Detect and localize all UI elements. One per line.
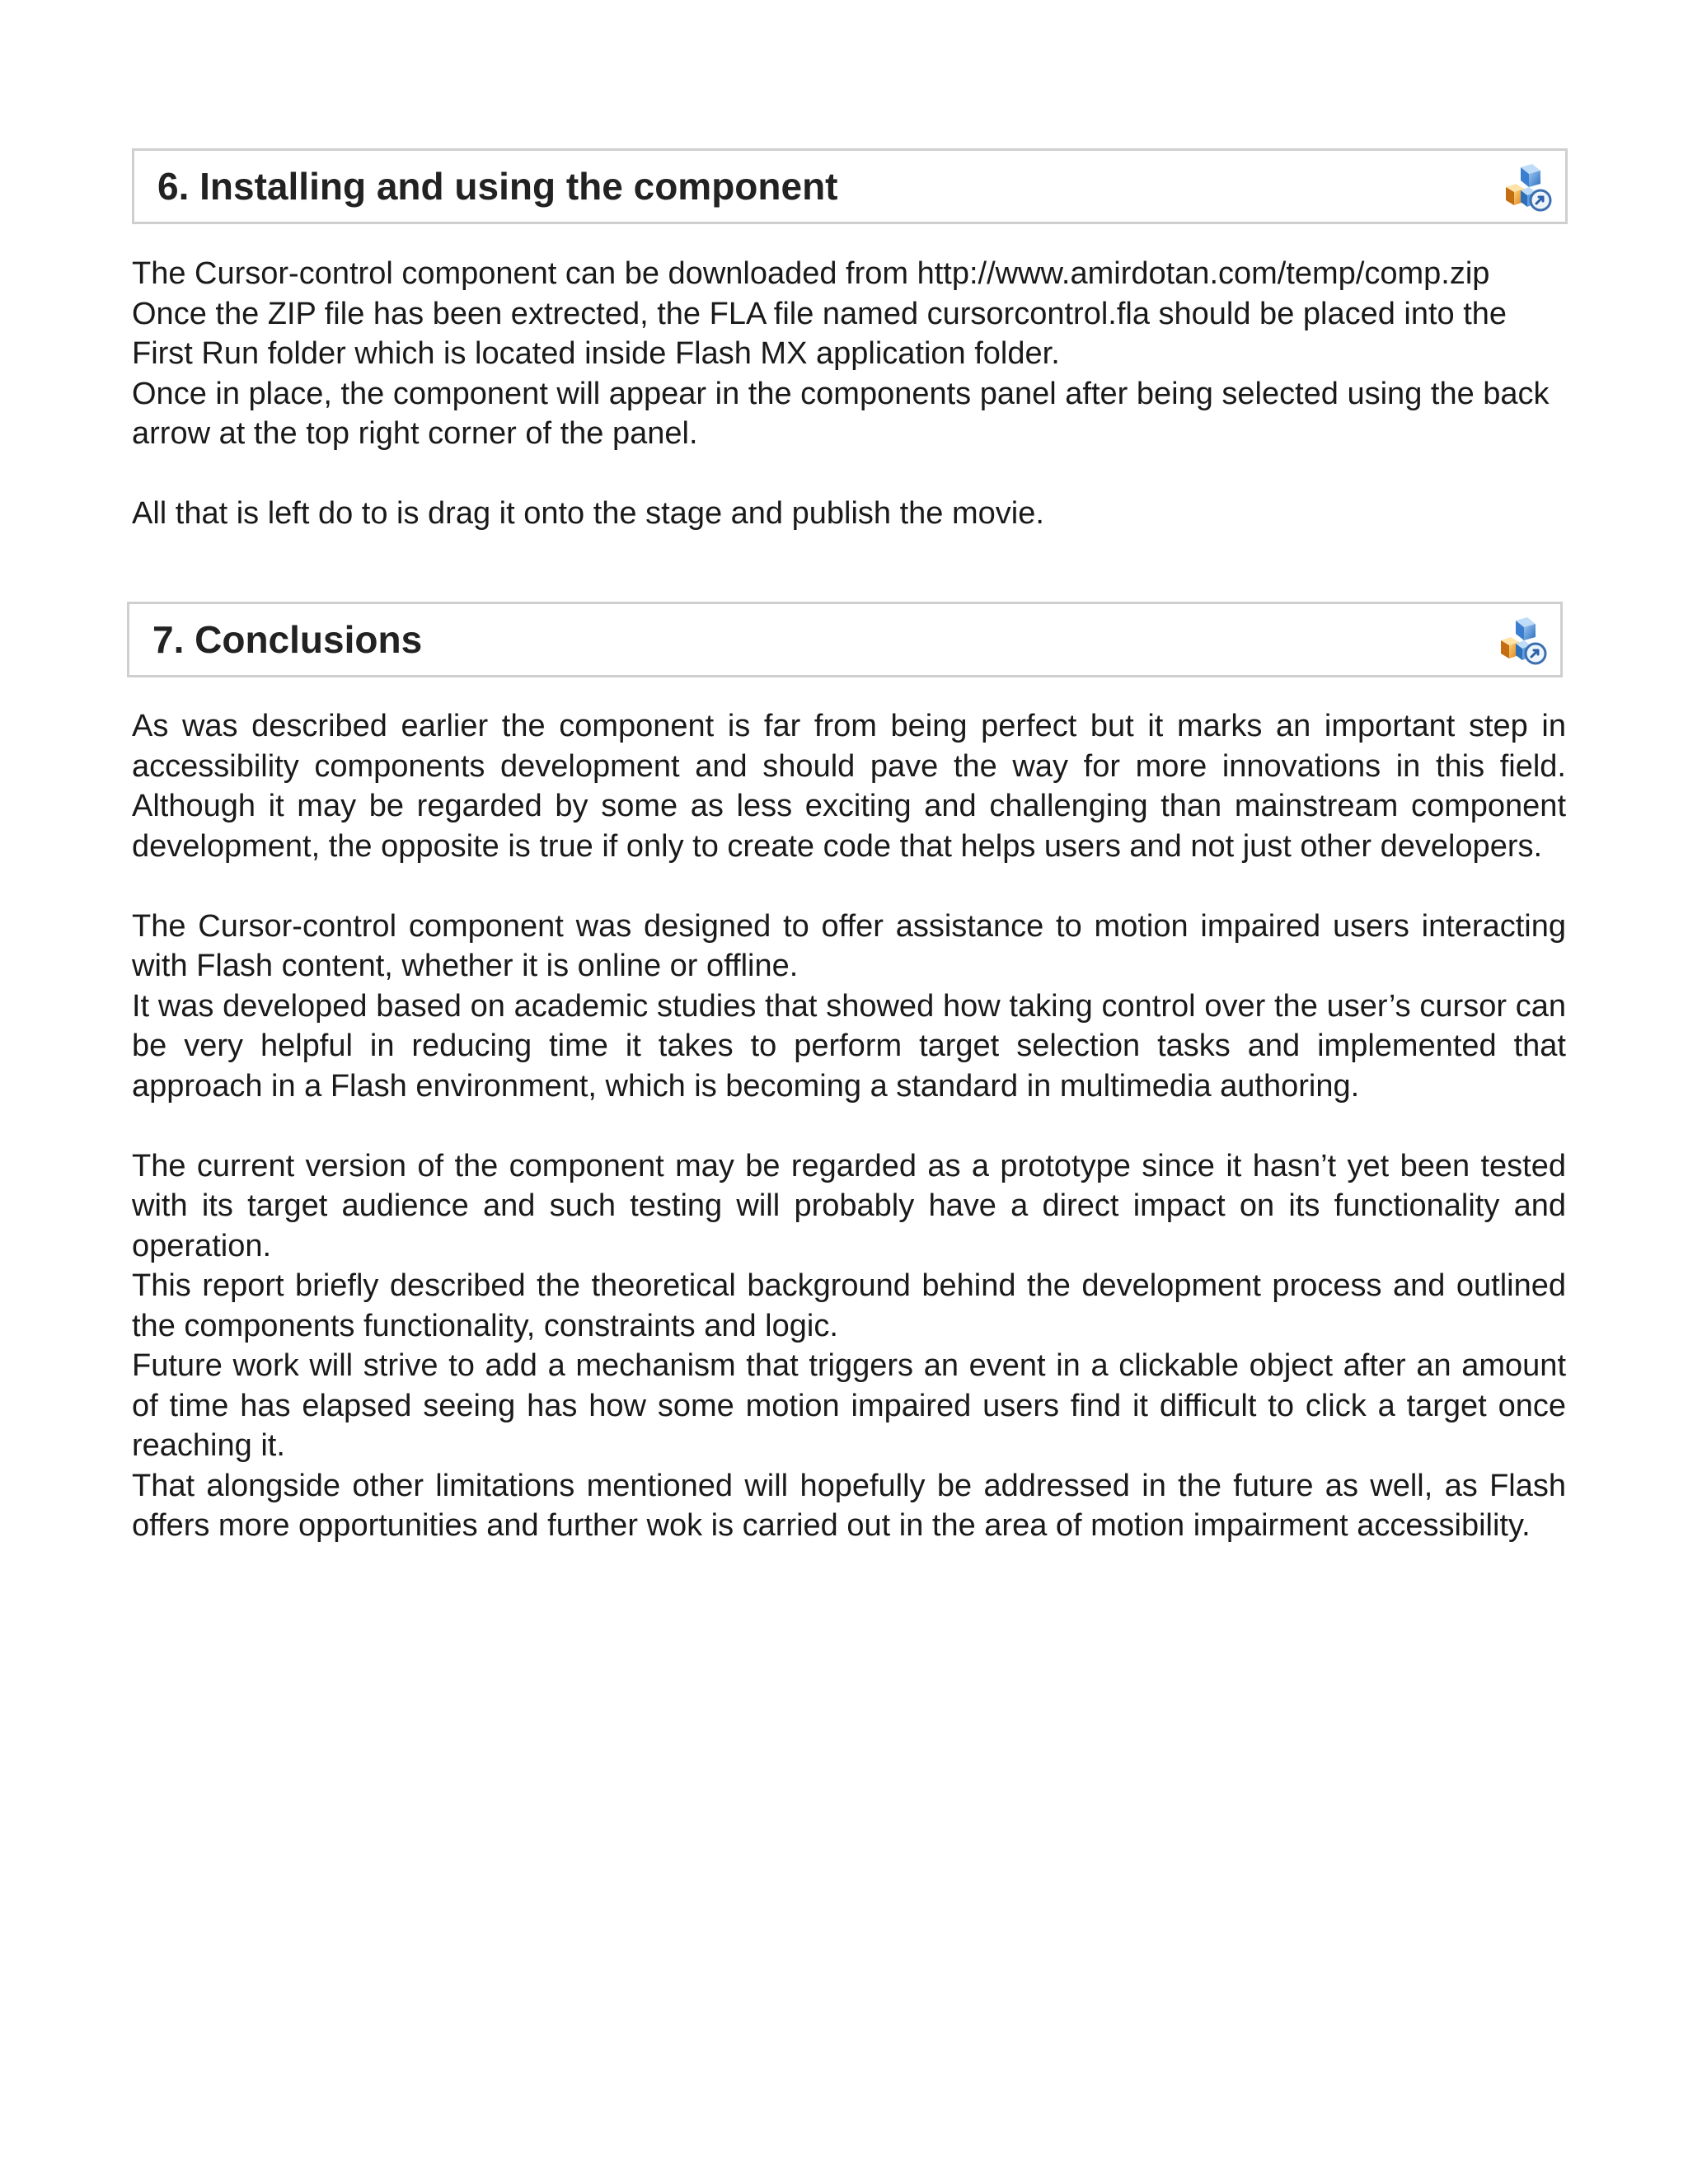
paragraph: As was described earlier the component is far from being perfect but it marks an important step in accessibility components development and should pave the way for more innovations in this field. Although it may be regarded by some as less exciting and challenging than mainstream component development, the opposite is true if only to create code that helps users and not just other developers. xyxy=(132,709,1566,864)
components-icon xyxy=(1503,162,1554,213)
section-header-conclusions xyxy=(127,602,1563,677)
section-header-installing xyxy=(132,148,1568,224)
paragraph: The current version of the component may be regarded as a prototype since it hasn’t yet been tested with its target audience and such testing will probably have a direct impact on its functionality and operation. xyxy=(132,1148,1566,1263)
paragraph: This report briefly described the theoretical background behind the development process and outlined the components functionality, constraints and logic. xyxy=(132,1268,1566,1343)
section-title: 7. Conclusions xyxy=(152,618,423,661)
paragraph: Future work will strive to add a mechanism that triggers an event in a clickable object after an amount of time has elapsed seeing has how some motion impaired users find it difficult to click a target once reaching it. xyxy=(132,1348,1566,1463)
components-icon xyxy=(1498,616,1549,667)
paragraph: That alongside other limitations mentioned will hopefully be addressed in the future as well, as Flash offers more opportunities and further wok is carried out in the area of motion impairment accessibility. xyxy=(132,1468,1566,1543)
paragraph: The Cursor-control component was designed to offer assistance to motion impaired users interacting with Flash content, whether it is online or offline. xyxy=(132,908,1566,983)
paragraph: Once in place, the component will appear in the components panel after being selected using the back arrow at the top right corner of the panel. xyxy=(132,376,1550,451)
paragraph: Once the ZIP file has been extrected, the FLA file named cursorcontrol.fla should be placed into the First Run folder which is located inside Flash MX application folder. xyxy=(132,296,1507,371)
section-body-installing xyxy=(132,254,1566,534)
paragraph: The Cursor-control component can be downloaded from http://www.amirdotan.com/temp/comp.zip xyxy=(132,256,1490,291)
paragraph: All that is left do to is drag it onto the stage and publish the movie. xyxy=(132,496,1044,531)
section-title: 6. Installing and using the component xyxy=(157,165,838,208)
paragraph: It was developed based on academic studies that showed how taking control over the user’s cursor can be very helpful in reducing time it takes to perform target selection tasks and implemented that approach in a Flash environment, which is becoming a standard in multimedia authoring. xyxy=(132,988,1566,1104)
section-body-conclusions xyxy=(132,706,1566,1546)
